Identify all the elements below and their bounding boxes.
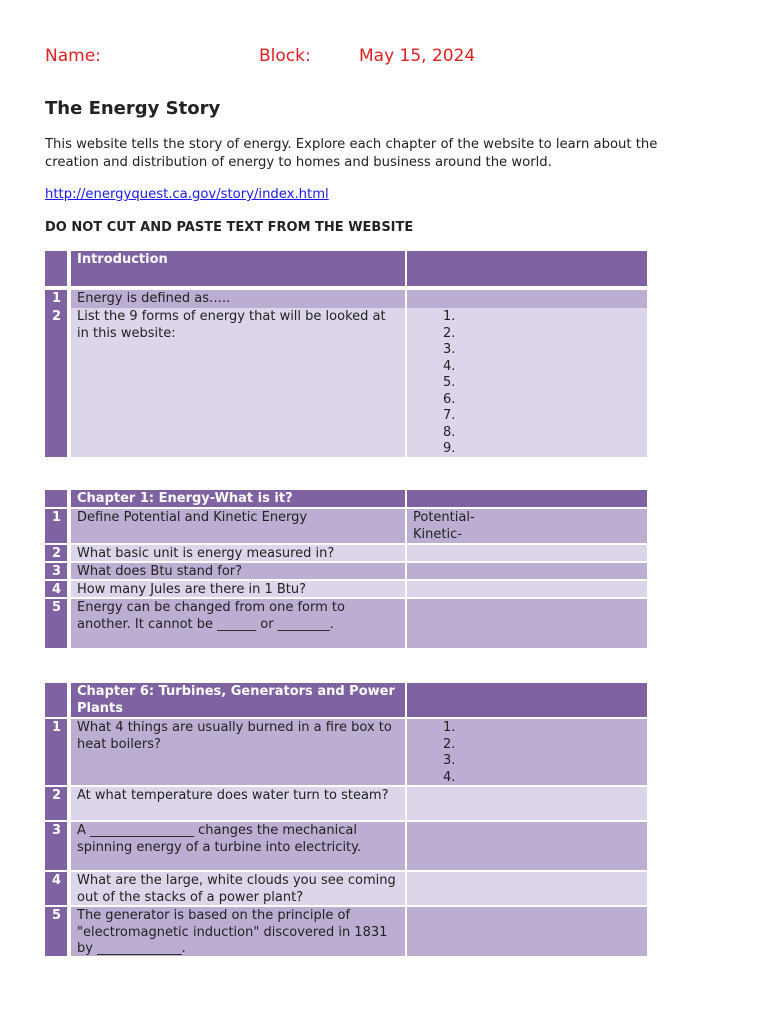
question-text: What basic unit is energy measured in? [71, 545, 407, 561]
chapter1-table [45, 490, 647, 648]
question-text: What are the large, white clouds you see coming out of the stacks of a power plant? [71, 872, 407, 905]
answer-cell[interactable] [407, 308, 647, 457]
chapter6-table [45, 683, 647, 956]
answer-cell[interactable] [407, 822, 647, 870]
question-text: Energy is defined as….. [71, 290, 407, 308]
question-text: How many Jules are there in 1 Btu? [71, 581, 407, 597]
question-number: 4 [45, 872, 71, 905]
answer-cell[interactable] [407, 290, 647, 308]
table-row [45, 785, 647, 820]
table-heading: Chapter 6: Turbines, Generators and Power Plants [71, 683, 407, 717]
answer-cell[interactable] [407, 599, 647, 648]
answer-cell[interactable] [407, 563, 647, 579]
block-label: Block: [259, 46, 311, 66]
table-header-row [45, 683, 647, 717]
question-text: What 4 things are usually burned in a fire box to heat boilers? [71, 719, 407, 785]
table-row [45, 820, 647, 870]
answer-cell[interactable] [407, 872, 647, 905]
answer-list: 1. 2. 3. 4. [443, 720, 456, 785]
table-row [45, 870, 647, 905]
question-text: At what temperature does water turn to steam? [71, 787, 407, 820]
question-number: 1 [45, 509, 71, 543]
table-row [45, 308, 647, 457]
answer-list: 1. 2. 3. 4. 5. 6. 7. 8. 9. [443, 309, 456, 456]
answer-cell[interactable] [407, 787, 647, 820]
question-number: 3 [45, 563, 71, 579]
question-number: 2 [45, 308, 71, 457]
intro-table [45, 251, 647, 457]
question-number: 4 [45, 581, 71, 597]
question-text: Define Potential and Kinetic Energy [71, 509, 407, 543]
table-row [45, 543, 647, 561]
question-number: 5 [45, 907, 71, 956]
question-number: 5 [45, 599, 71, 648]
table-row [45, 597, 647, 648]
date-label: May 15, 2024 [359, 46, 476, 66]
table-row [45, 579, 647, 597]
table-row [45, 905, 647, 956]
table-row [45, 717, 647, 785]
table-row [45, 286, 647, 308]
page-title: The Energy Story [45, 98, 221, 119]
answer-cell[interactable] [407, 719, 647, 785]
question-text: A ________________ changes the mechanical spinning energy of a turbine into electricity. [71, 822, 407, 870]
name-label: Name: [45, 46, 101, 66]
story-link[interactable]: http://energyquest.ca.gov/story/index.html [45, 187, 329, 202]
table-heading: Chapter 1: Energy-What is it? [71, 490, 407, 507]
warning-text: DO NOT CUT AND PASTE TEXT FROM THE WEBSITE [45, 220, 414, 235]
table-row [45, 507, 647, 543]
table-row [45, 561, 647, 579]
question-text: The generator is based on the principle of "electromagnetic induction" discovered in 1831 by _____________. [71, 907, 407, 956]
answer-cell[interactable]: Potential- Kinetic- [407, 509, 647, 543]
answer-cell[interactable] [407, 907, 647, 956]
table-heading: Introduction [71, 251, 407, 286]
question-number: 1 [45, 290, 71, 308]
question-text: What does Btu stand for? [71, 563, 407, 579]
question-text: List the 9 forms of energy that will be looked at in this website: [71, 308, 407, 457]
intro-paragraph: This website tells the story of energy. Explore each chapter of the website to learn about the creation and distribution of energy to homes and business around the world. [45, 137, 658, 170]
question-number: 2 [45, 545, 71, 561]
question-number: 2 [45, 787, 71, 820]
question-text: Energy can be changed from one form to another. It cannot be ______ or ________. [71, 599, 407, 648]
table-header-row [45, 490, 647, 507]
answer-cell[interactable] [407, 545, 647, 561]
question-number: 1 [45, 719, 71, 785]
answer-cell[interactable] [407, 581, 647, 597]
question-number: 3 [45, 822, 71, 870]
table-header-row [45, 251, 647, 286]
